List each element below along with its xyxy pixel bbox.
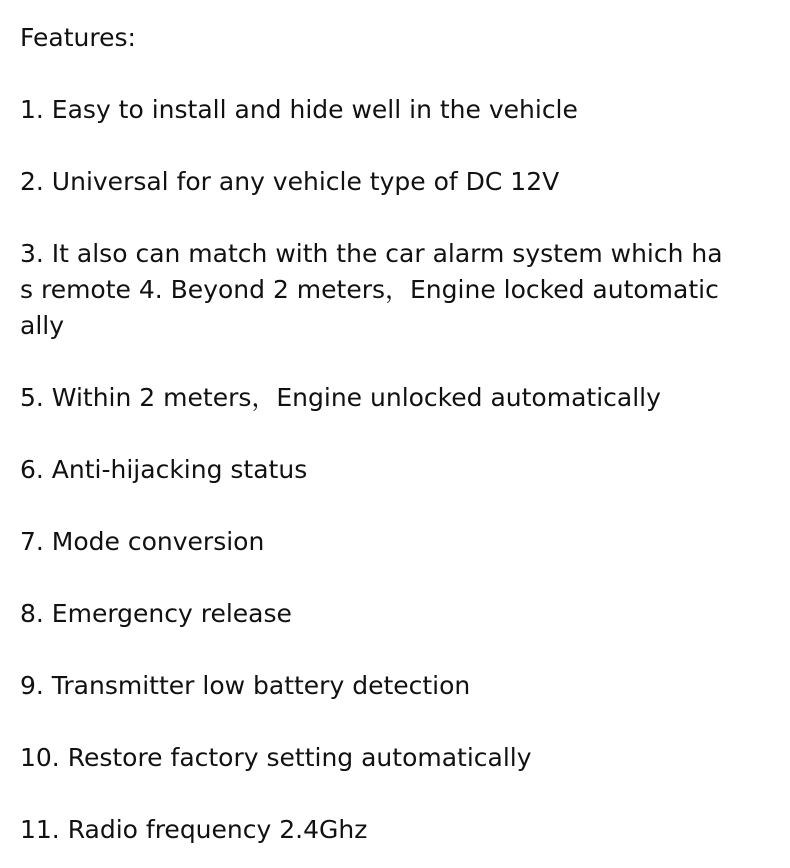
feature-item-5: 5. Within 2 meters，Engine unlocked automatically	[20, 383, 661, 412]
features-document	[20, 20, 780, 848]
feature-item-9: 9. Transmitter low battery detection	[20, 671, 471, 700]
feature-item-2: 2. Universal for any vehicle type of DC 12V	[20, 167, 560, 196]
feature-item-8: 8. Emergency release	[20, 599, 292, 628]
feature-item-3-line-1: 3. It also can match with the car alarm system which ha	[20, 239, 723, 268]
feature-item-6: 6. Anti-hijacking status	[20, 455, 308, 484]
feature-item-1: 1. Easy to install and hide well in the vehicle	[20, 95, 578, 124]
feature-item-11: 11. Radio frequency 2.4Ghz	[20, 815, 368, 844]
features-heading: Features:	[20, 23, 136, 52]
feature-item-3-line-3: ally	[20, 311, 65, 340]
feature-item-3-line-2: s remote 4. Beyond 2 meters，Engine locked automatic	[20, 275, 719, 304]
feature-item-7: 7. Mode conversion	[20, 527, 265, 556]
feature-item-10: 10. Restore factory setting automatically	[20, 743, 532, 772]
